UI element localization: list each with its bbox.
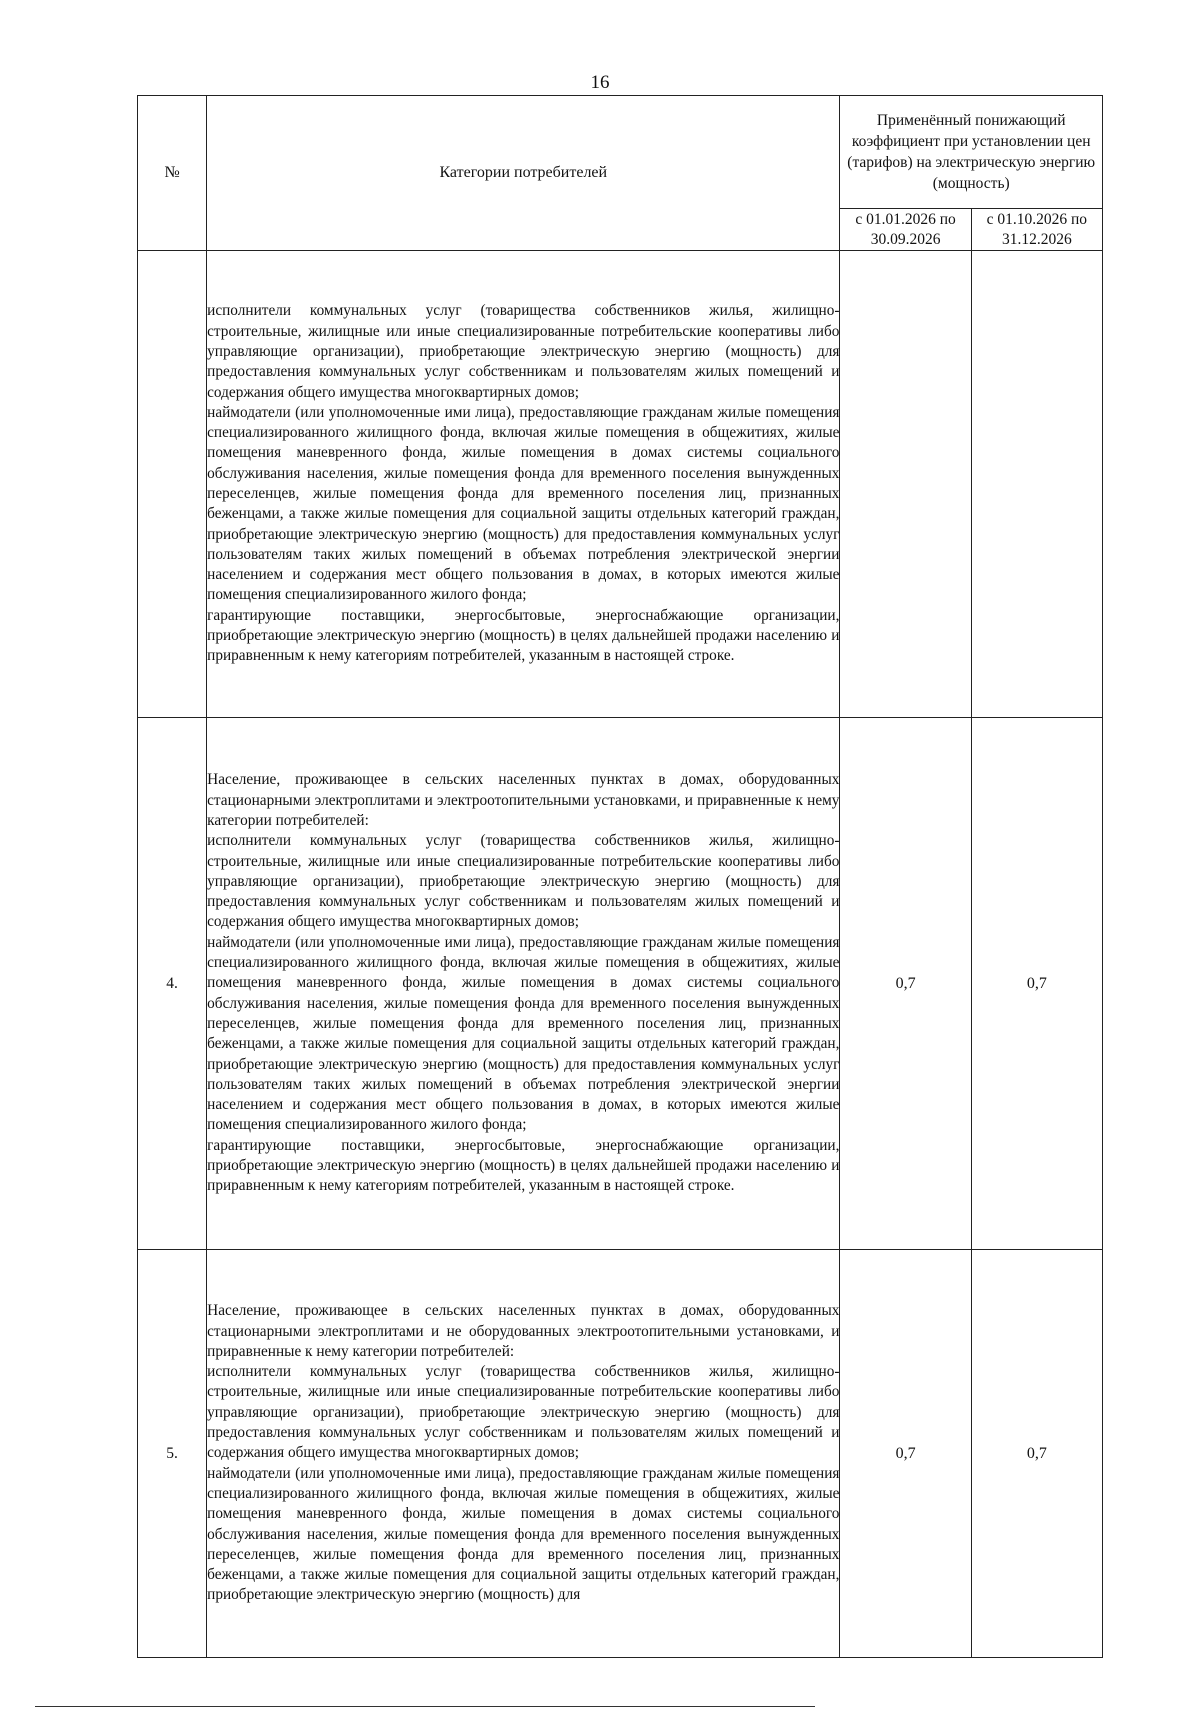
coefficient-period-2 xyxy=(971,251,1102,718)
coefficient-period-1: 0,7 xyxy=(840,1250,971,1658)
header-period-2: с 01.10.2026 по 31.12.2026 xyxy=(971,209,1102,251)
coefficient-period-1 xyxy=(840,251,971,718)
header-num: № xyxy=(138,96,207,251)
table-row xyxy=(138,1250,1103,1658)
coefficient-period-2: 0,7 xyxy=(971,1250,1102,1658)
row-number: 5. xyxy=(138,1250,207,1658)
row-number xyxy=(138,251,207,718)
category-paragraph: гарантирующие поставщики, энергосбытовые, энергоснабжающие организации, приобретающие электрическую энергию (мощность) в целях дальнейшей продажи населению и приравненным к нему категориям потребителей, указанным в настоящей строке. xyxy=(207,1136,840,1195)
category-paragraph: Население, проживающее в сельских населенных пунктах в домах, оборудованных стационарными электроплитами и не оборудованных электроотопительными установками, и приравненные к нему категории потребителей: xyxy=(207,1302,840,1360)
category-paragraph: наймодатели (или уполномоченные ими лица), предоставляющие гражданам жилые помещения специализированного жилищного фонда, включая жилые помещения в общежитиях, жилые помещения маневренного фонда, жилые помещения в домах системы социального обслуживания населения, жилые помещения фонда для временного поселения вынужденных переселенцев, жилые помещения фонда для временного поселения лиц, признанных беженцами, а также жилые помещения для социальной защиты отдельных категорий граждан, приобретающие электрическую энергию (мощность) для xyxy=(207,1464,840,1604)
category-paragraph: гарантирующие поставщики, энергосбытовые, энергоснабжающие организации, приобретающие электрическую энергию (мощность) в целях дальнейшей продажи населению и приравненным к нему категориям потребителей, указанным в настоящей строке. xyxy=(207,606,840,665)
footer-rule xyxy=(35,1706,815,1707)
category-paragraph: наймодатели (или уполномоченные ими лица), предоставляющие гражданам жилые помещения специализированного жилищного фонда, включая жилые помещения в общежитиях, жилые помещения маневренного фонда, жилые помещения в домах системы социального обслуживания населения, жилые помещения фонда для временного поселения вынужденных переселенцев, жилые помещения фонда для временного поселения лиц, признанных беженцами, а также жилые помещения для социальной защиты отдельных категорий граждан, приобретающие электрическую энергию (мощность) для предоставления коммунальных услуг пользователям таких жилых помещений в объемах потребления электрической энергии населением и содержания мест общего пользования в домах, в которых имеются жилые помещения специализированного жилого фонда; xyxy=(207,933,840,1134)
coefficient-period-1: 0,7 xyxy=(840,718,971,1250)
header-category: Категории потребителей xyxy=(207,96,840,251)
row-categories xyxy=(207,718,840,1250)
tariff-coefficient-table xyxy=(137,95,1103,1658)
header-period-1: с 01.01.2026 по 30.09.2026 xyxy=(840,209,971,251)
category-paragraph: исполнители коммунальных услуг (товарищества собственников жилья, жилищно-строительные, жилищные или иные специализированные потребительские кооперативы либо управляющие организации), приобретающие электрическую энергию (мощность) для предоставления коммунальных услуг собственникам и пользователям жилых помещений и содержания общего имущества многоквартирных домов; xyxy=(207,832,840,931)
table-row xyxy=(138,718,1103,1250)
coefficient-period-2: 0,7 xyxy=(971,718,1102,1250)
category-paragraph: исполнители коммунальных услуг (товарищества собственников жилья, жилищно-строительные, жилищные или иные специализированные потребительские кооперативы либо управляющие организации), приобретающие электрическую энергию (мощность) для предоставления коммунальных услуг собственникам и пользователям жилых помещений и содержания общего имущества многоквартирных домов; xyxy=(207,302,840,401)
row-categories xyxy=(207,251,840,718)
table-row xyxy=(138,251,1103,718)
category-paragraph: наймодатели (или уполномоченные ими лица), предоставляющие гражданам жилые помещения специализированного жилищного фонда, включая жилые помещения в общежитиях, жилые помещения маневренного фонда, жилые помещения в домах системы социального обслуживания населения, жилые помещения фонда для временного поселения вынужденных переселенцев, жилые помещения фонда для временного поселения лиц, признанных беженцами, а также жилые помещения для социальной защиты отдельных категорий граждан, приобретающие электрическую энергию (мощность) для предоставления коммунальных услуг пользователям таких жилых помещений в объемах потребления электрической энергии населением и содержания мест общего пользования в домах, в которых имеются жилые помещения специализированного жилого фонда; xyxy=(207,403,840,604)
category-paragraph: исполнители коммунальных услуг (товарищества собственников жилья, жилищно-строительные, жилищные или иные специализированные потребительские кооперативы либо управляющие организации), приобретающие электрическую энергию (мощность) для предоставления коммунальных услуг собственникам и пользователям жилых помещений и содержания общего имущества многоквартирных домов; xyxy=(207,1363,840,1462)
row-categories xyxy=(207,1250,840,1658)
row-number: 4. xyxy=(138,718,207,1250)
page-number: 16 xyxy=(590,72,610,93)
category-paragraph: Население, проживающее в сельских населенных пунктах в домах, оборудованных стационарными электроплитами и электроотопительными установками, и приравненные к нему категории потребителей: xyxy=(207,771,840,829)
header-coefficient-group: Применённый понижающий коэффициент при установлении цен (тарифов) на электрическую энергию (мощность) xyxy=(840,96,1103,209)
